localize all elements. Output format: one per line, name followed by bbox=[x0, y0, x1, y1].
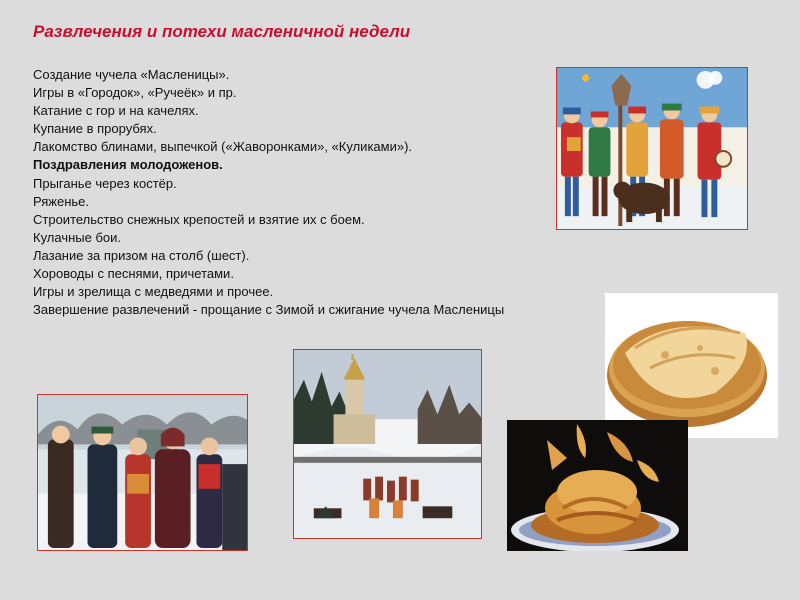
list-item-highlighted: Поздравления молодоженов. bbox=[33, 157, 223, 173]
winter-festival-image bbox=[293, 349, 482, 539]
pancakes-image bbox=[605, 293, 778, 438]
list-item: Лакомство блинами, выпечкой («Жаворонками», «Куликами»). bbox=[33, 139, 413, 155]
folk-procession-image bbox=[556, 67, 748, 230]
activities-list bbox=[33, 66, 603, 319]
list-item: Катание с гор и на качелях. bbox=[33, 103, 199, 119]
list-item: Прыганье через костёр. bbox=[33, 175, 177, 191]
baked-larks-image bbox=[507, 420, 688, 551]
round-dance-image bbox=[37, 394, 248, 551]
list-item: Создание чучела «Масленицы». bbox=[33, 67, 230, 82]
list-item: Лазание за призом на столб (шест). bbox=[33, 247, 250, 263]
list-item: Кулачные бои. bbox=[33, 229, 122, 245]
list-item: Строительство снежных крепостей и взятие их с боем. bbox=[33, 211, 365, 227]
list-item: Ряженье. bbox=[33, 193, 89, 209]
list-item: Игры и зрелища с медведями и прочее. bbox=[33, 284, 274, 300]
list-item: Завершение развлечений - прощание с Зимой и сжигание чучела Масленицы bbox=[33, 302, 505, 318]
list-item: Купание в прорубях. bbox=[33, 121, 157, 137]
slide-title: Развлечения и потехи масленичной недели bbox=[33, 22, 411, 41]
list-item: Хороводы с песнями, причетами. bbox=[33, 266, 234, 282]
list-item: Игры в «Городок», «Ручеёк» и пр. bbox=[33, 85, 237, 101]
